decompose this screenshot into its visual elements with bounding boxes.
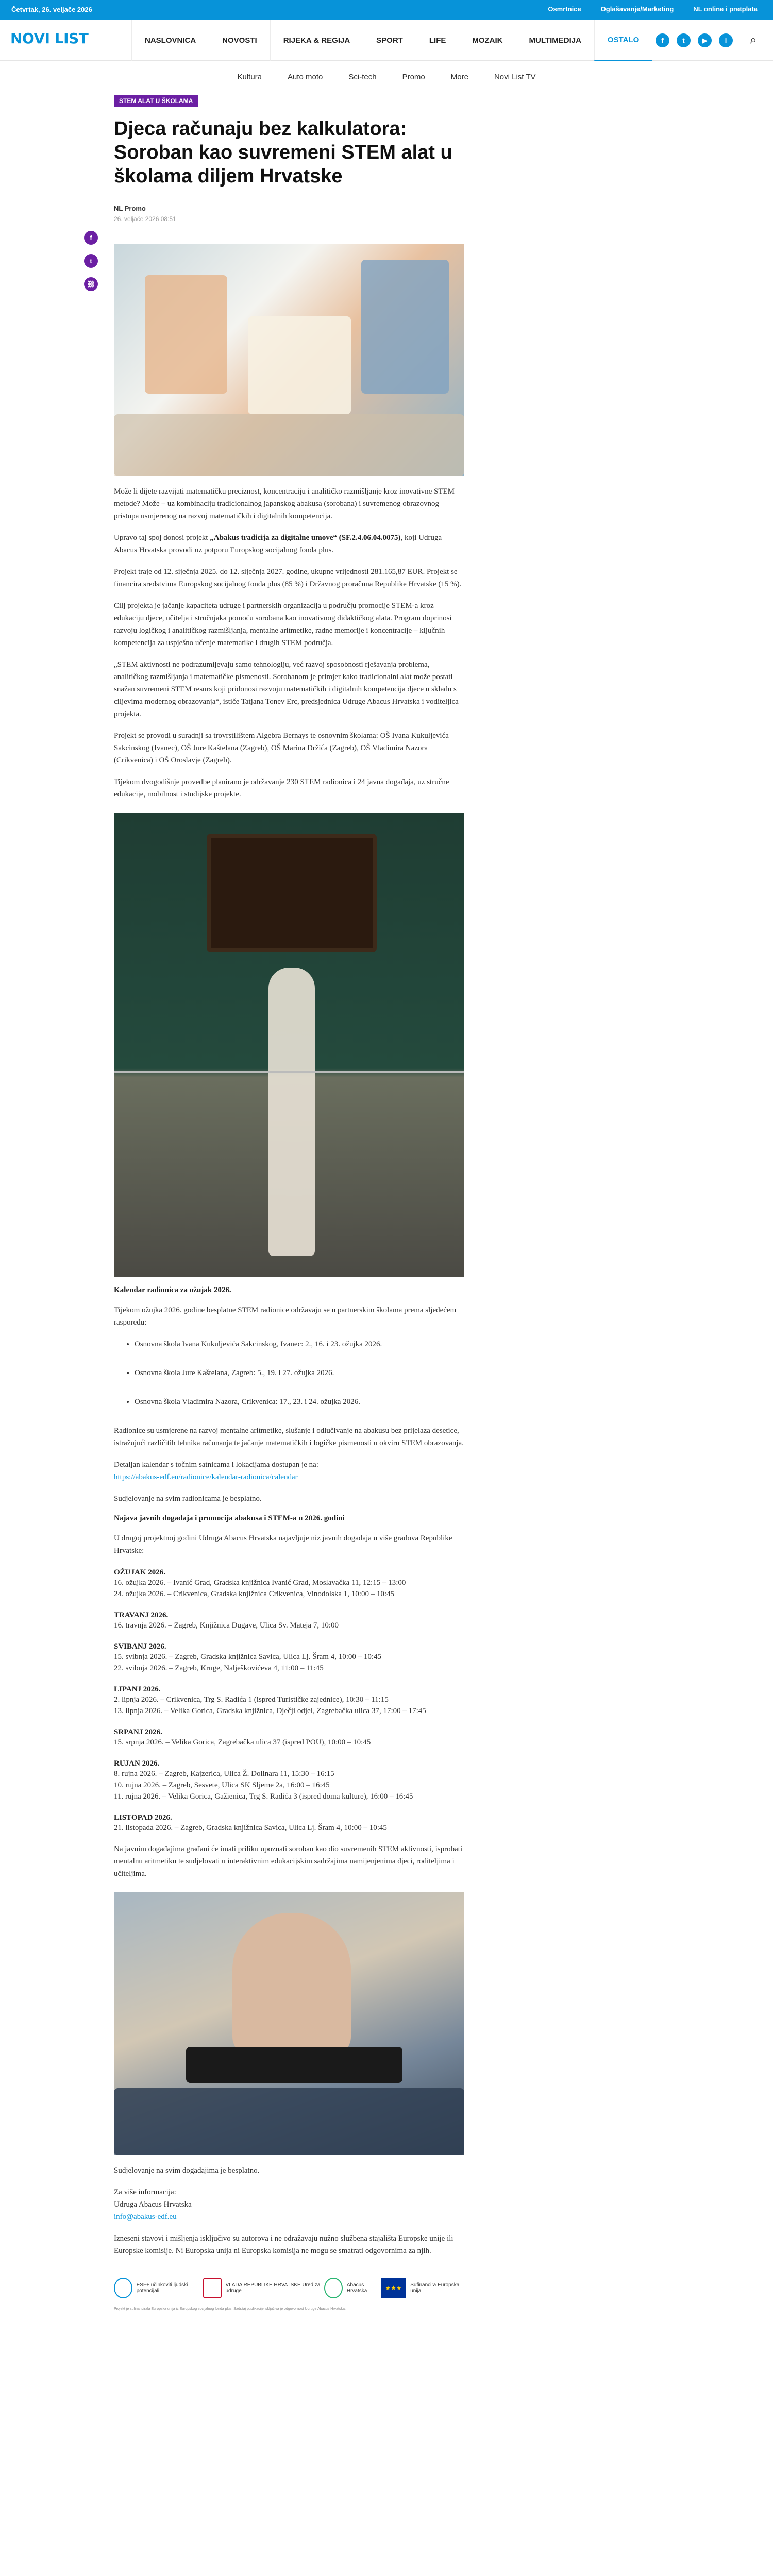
event-month [114, 1611, 464, 1631]
article-image-boy-soroban[interactable] [114, 1892, 464, 2155]
article-author[interactable]: NL Promo [114, 205, 146, 212]
nav-rijeka-regija[interactable]: RIJEKA & REGIJA [270, 20, 363, 61]
event-month-title: LIPANJ 2026. [114, 1685, 161, 1693]
eu-flag-icon: ★★★ [381, 2278, 406, 2298]
nav-life[interactable]: LIFE [416, 20, 459, 61]
paragraph: Radionice su usmjerene na razvoj mentalne aritmetike, slušanje i odlučivanje na abakusu bez prijelaza desetice, istražujući različitih tehnika računanja te jačanje matematičkih i logičke pismenosti u okviru STEM obrazovanja. [114, 1427, 464, 1447]
disclaimer: Izneseni stavovi i mišljenja isključivo su autorova i ne odražavaju nužno službena stajališta Europske unije ili Europske komisije. Ni Europska unija ni Europska komisija ne mogu se smatrati odgovornima za njih. [114, 2234, 453, 2255]
paragraph: Projekt se provodi u suradnji sa trovrstilištem Algebra Bernays te osnovnim školama: OŠ Ivana Kukuljevića Sakcinskog (Ivanec), OŠ Jure Kaštelana (Zagreb), OŠ Marina Držića (Zagreb), OŠ Vladimira Nazora (Crikvenica) i OŠ Oroslavje (Zagreb). [114, 732, 449, 765]
abacus-logo: Abacus Hrvatska [324, 2278, 381, 2298]
paragraph: Na javnim događajima građani će imati priliku upoznati soroban kao dio suvremenih STEM aktivnosti, isprobati mentalnu aritmetiku te sudjelovati u interaktivnim edukacijskim sadržajima namijenjenima djeci, roditeljima i učiteljima. [114, 1845, 463, 1878]
nav-sport[interactable]: SPORT [363, 20, 416, 61]
nav-naslovnica[interactable]: NASLOVNICA [131, 20, 209, 61]
twitter-icon[interactable]: t [677, 33, 691, 47]
event-month [114, 1685, 464, 1717]
school-list-item: • Osnovna škola Ivana Kukuljevića Sakcinskog, Ivanec: 2., 16. i 23. ožujka 2026. [135, 1338, 464, 1350]
subnav-more[interactable]: More [450, 72, 468, 81]
project-name: „Abakus tradicija za digitalne umove“ (SF.2.4.06.04.0075) [210, 534, 401, 542]
esf-logo: ESF+ učinkoviti ljudski potencijali [114, 2278, 203, 2298]
event-item: 22. svibnja 2026. – Zagreb, Kruge, Nalješkovićeva 4, 11:00 – 11:45 [114, 1664, 324, 1672]
event-month-title: LISTOPAD 2026. [114, 1814, 172, 1822]
nav-multimedija[interactable]: MULTIMEDIJA [516, 20, 594, 61]
event-item: 10. rujna 2026. – Zagreb, Sesvete, Ulica SK Sljeme 2a, 16:00 – 16:45 [114, 1781, 330, 1789]
subnav-novi-list-tv[interactable]: Novi List TV [494, 72, 536, 81]
calendar-heading: Kalendar radionica za ožujak 2026. [114, 1286, 231, 1294]
share-link-icon[interactable]: ⛓ [84, 277, 98, 291]
article-body [114, 485, 464, 2312]
article [114, 95, 464, 2312]
event-month [114, 1759, 464, 1802]
share-facebook-icon[interactable]: f [84, 231, 98, 245]
event-item: 16. ožujka 2026. – Ivanić Grad, Gradska knjižnica Ivanić Grad, Moslavačka 11, 12:15 – 13:00 [114, 1579, 406, 1587]
event-month [114, 1728, 464, 1748]
article-image-children-soroban[interactable] [114, 244, 464, 476]
school-list-item: • Osnovna škola Jure Kaštelana, Zagreb: 5., 19. i 27. ožujka 2026. [135, 1367, 464, 1379]
event-month-title: RUJAN 2026. [114, 1759, 160, 1768]
site-logo[interactable]: NOVI LIST [10, 30, 89, 47]
event-month [114, 1568, 464, 1600]
school-list [135, 1338, 464, 1408]
paragraph: Sudjelovanje na svim radionicama je besplatno. [114, 1495, 262, 1503]
search-icon[interactable]: ⌕ [750, 33, 757, 47]
main-nav [131, 20, 652, 61]
share-bar [84, 231, 98, 291]
event-item: 24. ožujka 2026. – Crikvenica, Gradska knjižnica Crikvenica, Vinodolska 1, 10:00 – 10:45 [114, 1590, 395, 1598]
subnav-kultura[interactable]: Kultura [237, 72, 262, 81]
subnav-promo[interactable]: Promo [402, 72, 425, 81]
events-heading: Najava javnih događaja i promocija abakusa i STEM-a u 2026. godini [114, 1514, 345, 1522]
header-social [656, 33, 733, 47]
event-item: 2. lipnja 2026. – Crikvenica, Trg S. Radića 1 (ispred Turističke zajednice), 10:30 – 11:15 [114, 1696, 389, 1704]
facebook-icon[interactable]: f [656, 33, 669, 47]
calendar-link[interactable]: https://abakus-edf.eu/radionice/kalendar-radionica/calendar [114, 1473, 298, 1481]
paragraph: Tijekom dvogodišnje provedbe planirano je održavanje 230 STEM radionica i 24 javna događaja, uz stručne edukacije, mobilnost i studijske projekte. [114, 778, 449, 799]
contact-block: Za više informacija: Udruga Abacus Hrvatska info@abakus-edf.eu [114, 2188, 192, 2221]
event-item: 8. rujna 2026. – Zagreb, Kajzerica, Ulica Ž. Dolinara 11, 15:30 – 16:15 [114, 1770, 334, 1778]
logo-note: Projekt je sufinancirala Europska unija iz Europskog socijalnog fonda plus. Sadržaj publikacije isključiva je odgovornost Udruge Abacus Hrvatska. [114, 2307, 346, 2311]
current-date: Četvrtak, 26. veljače 2026 [11, 6, 92, 13]
top-link-osmrtnice[interactable]: Osmrtnice [548, 5, 581, 13]
paragraph: Detaljan kalendar s točnim satnicama i lokacijama dostupan je na: https://abakus-edf.eu/radionice/kalendar-radionica/calendar [114, 1461, 318, 1481]
paragraph-project: Upravo taj spoj donosi projekt „Abakus tradicija za digitalne umove“ (SF.2.4.06.04.0075), koji Udruga Abacus Hrvatska provodi uz potporu Europskog socijalnog fonda plus. [114, 534, 442, 554]
event-item: 16. travnja 2026. – Zagreb, Knjižnica Dugave, Ulica Sv. Mateja 7, 10:00 [114, 1621, 339, 1630]
nav-novosti[interactable]: NOVOSTI [209, 20, 270, 61]
share-twitter-icon[interactable]: t [84, 254, 98, 268]
event-item: 11. rujna 2026. – Velika Gorica, Gažienica, Trg S. Radića 3 (ispred doma kulture), 16:00 – 16:45 [114, 1792, 413, 1801]
event-month [114, 1642, 464, 1674]
contact-email[interactable]: info@abakus-edf.eu [114, 2213, 177, 2221]
paragraph: U drugoj projektnoj godini Udruga Abacus Hrvatska najavljuje niz javnih događaja u više gradova Republike Hrvatske: [114, 1534, 452, 1555]
article-image-abacus-board[interactable] [114, 813, 464, 1277]
main-header [0, 20, 773, 61]
funding-logos [114, 2278, 464, 2298]
events-schedule [114, 1568, 464, 1834]
sub-nav [0, 61, 773, 92]
subnav-auto-moto[interactable]: Auto moto [288, 72, 323, 81]
vlada-logo: VLADA REPUBLIKE HRVATSKE Ured za udruge [203, 2278, 325, 2298]
youtube-icon[interactable]: ▶ [698, 33, 712, 47]
event-month-title: SVIBANJ 2026. [114, 1642, 166, 1651]
event-item: 15. svibnja 2026. – Zagreb, Gradska knjižnica Savica, Ulica Lj. Šram 4, 10:00 – 10:45 [114, 1653, 382, 1661]
event-month-title: TRAVANJ 2026. [114, 1611, 169, 1619]
top-link-marketing[interactable]: Oglašavanje/Marketing [600, 5, 674, 13]
article-title: Djeca računaju bez kalkulatora: Soroban kao suvremeni STEM alat u školama diljem Hrvatske [114, 118, 452, 187]
top-bar [0, 0, 773, 20]
eu-logo: ★★★ Sufinancira Europska unija [381, 2278, 464, 2298]
top-link-pretplata[interactable]: NL online i pretplata [693, 5, 758, 13]
subnav-sci-tech[interactable]: Sci-tech [348, 72, 377, 81]
nav-ostalo[interactable]: OSTALO [594, 20, 652, 61]
event-item: 13. lipnja 2026. – Velika Gorica, Gradska knjižnica, Dječji odjel, Zagrebačka ulica 37, 17:00 – 17:45 [114, 1707, 426, 1715]
paragraph: Projekt traje od 12. siječnja 2025. do 12. siječnja 2027. godine, ukupne vrijednosti 281.165,87 EUR. Projekt se financira sredstvima Europskog socijalnog fonda plus (85 %) i Državnog proračuna Republike Hrvatske (15 %). [114, 568, 462, 588]
event-item: 21. listopada 2026. – Zagreb, Gradska knjižnica Savica, Ulica Lj. Šram 4, 10:00 – 10:45 [114, 1824, 387, 1832]
paragraph: Može li dijete razvijati matematičku preciznost, koncentraciju i analitičko razmišljanje kroz inovativne STEM metode? Može – uz kombinaciju tradicionalnog japanskog abakusa (sorobana) i suvremenog obrazovnog pristupa usmjerenog na razvoj matematičkih i digitalnih kompetencija. [114, 487, 455, 520]
event-month-title: OŽUJAK 2026. [114, 1568, 166, 1577]
paragraph: Tijekom ožujka 2026. godine besplatne STEM radionice održavaju se u partnerskim školama prema sljedećem rasporedu: [114, 1306, 457, 1327]
instagram-icon[interactable]: i [719, 33, 733, 47]
event-month [114, 1814, 464, 1834]
event-item: 15. srpnja 2026. – Velika Gorica, Zagrebačka ulica 37 (ispred POU), 10:00 – 10:45 [114, 1738, 371, 1747]
school-list-item: • Osnovna škola Vladimira Nazora, Crikvenica: 17., 23. i 24. ožujka 2026. [135, 1396, 464, 1408]
paragraph-quote: „STEM aktivnosti ne podrazumijevaju samo tehnologiju, već razvoj sposobnosti rješavanja problema, analitičkog razmišljanja i matematičke pismenosti. Sorobanom je primjer kako tradicionalni alat može postati snažan suvremeni STEM resurs koji pridonosi razvoju matematičkih i digitalnih kompetencija djece u skladu s ciljevima modernog obrazovanja“, ističe Tatjana Tonev Erc, predsjednica Udruge Abacus Hrvatska i voditeljica projekta. [114, 660, 459, 718]
article-date: 26. veljače 2026 08:51 [114, 215, 176, 223]
paragraph: Cilj projekta je jačanje kapaciteta udruge i partnerskih organizacija u području promocije STEM-a kroz edukaciju djece, učitelja i stručnjaka pomoću sorobana kao inovativnog didaktičkog alata. Program doprinosi razvoju logičkog i analitičkog razmišljanja, mentalne aritmetike, radne memorije i koncentracije – ključnih kompetencija za uspješno učenje matematike i drugih STEM područja. [114, 602, 452, 647]
event-month-title: SRPANJ 2026. [114, 1728, 162, 1736]
paragraph: Sudjelovanje na svim događajima je besplatno. [114, 2166, 260, 2175]
nav-mozaik[interactable]: MOZAIK [459, 20, 515, 61]
category-badge[interactable]: STEM ALAT U ŠKOLAMA [114, 95, 198, 107]
top-links [548, 5, 758, 13]
